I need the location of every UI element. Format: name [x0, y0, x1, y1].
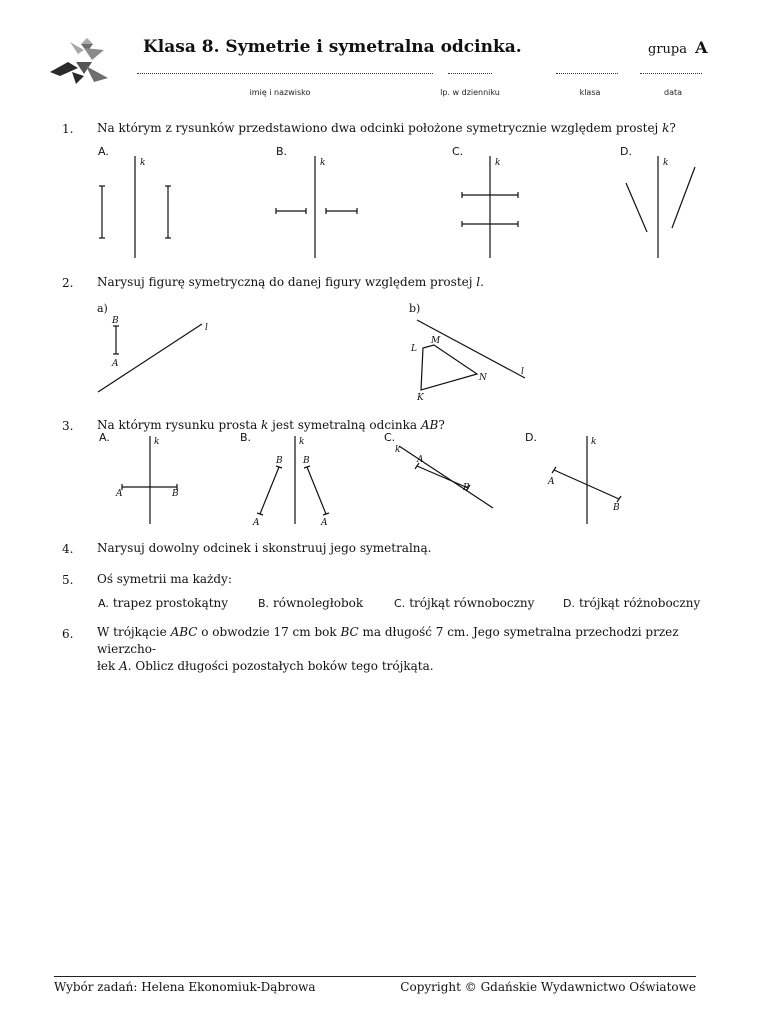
point-a-label: A — [112, 359, 119, 369]
footer-divider — [54, 976, 696, 977]
q3-option-d-label[interactable]: D. — [525, 431, 537, 444]
question-text: W trójkącie ABC o obwodzie 17 cm bok BC ma długość 7 cm. Jego symetralna przechodzi przez wierzcho- łek A. Oblicz długości pozostałych boków tego trójkąta. — [97, 625, 679, 673]
group-value: A — [695, 38, 708, 57]
q1-option-b-label[interactable]: B. — [276, 145, 288, 158]
point-a-label: A — [321, 518, 328, 528]
footer-copyright: Copyright © Gdańskie Wydawnictwo Oświatowe — [400, 980, 696, 994]
q1-option-d-label[interactable]: D. — [620, 145, 632, 158]
class-field[interactable] — [556, 73, 618, 74]
date-field[interactable] — [640, 73, 702, 74]
q1-option-c-label[interactable]: C. — [452, 145, 464, 158]
question-number: 2. — [62, 276, 74, 290]
q5-answer-b[interactable]: B. równoległobok — [258, 596, 364, 610]
point-m-label: M — [431, 336, 441, 346]
segment — [672, 167, 695, 228]
point-b-label: B — [172, 489, 179, 499]
point-l-label: L — [411, 344, 417, 354]
question-text: Narysuj figurę symetryczną do danej figury względem prostej l. — [97, 275, 484, 289]
point-b-label: B — [276, 456, 283, 466]
question-text: Na którym rysunku prosta k jest symetralną odcinka AB? — [97, 418, 445, 432]
axis-label: k — [320, 158, 326, 168]
line-l-label: l — [205, 323, 208, 333]
group-label: grupa — [648, 42, 687, 57]
question-text: Na którym z rysunków przedstawiono dwa odcinki położone symetrycznie względem prostej k? — [97, 121, 676, 135]
footer-author: Wybór zadań: Helena Ekonomiuk-Dąbrowa — [54, 980, 316, 994]
q3-option-c-label[interactable]: C. — [384, 431, 396, 444]
question-number: 3. — [62, 419, 74, 433]
q1-option-a-label[interactable]: A. — [98, 145, 109, 158]
line-l-label: l — [521, 367, 524, 377]
point-a-label: A — [116, 489, 123, 499]
point-b-label: B — [613, 503, 620, 513]
axis-label: k — [140, 158, 146, 168]
group-indicator — [648, 38, 708, 57]
axis-label: k — [663, 158, 669, 168]
segment — [626, 183, 647, 232]
q2b-figure — [405, 312, 540, 404]
question-number: 4. — [62, 542, 74, 556]
axis-label: k — [495, 158, 501, 168]
question-number: 6. — [62, 627, 74, 641]
axis-label: k — [154, 437, 160, 447]
name-field[interactable] — [137, 73, 433, 74]
number-field[interactable] — [448, 73, 492, 74]
logo-shape — [84, 48, 104, 60]
segment — [307, 467, 326, 514]
axis-line — [399, 446, 493, 508]
q2-part-b-label: b) — [409, 302, 421, 315]
q1-figures — [90, 150, 710, 265]
point-a-label: A — [548, 477, 555, 487]
q2a-figure — [90, 310, 230, 400]
axis-label: k — [299, 437, 305, 447]
number-field-label: lp. w dzienniku — [440, 88, 500, 97]
point-b-label: B — [303, 456, 310, 466]
point-n-label: N — [479, 373, 487, 383]
question-text: Oś symetrii ma każdy: — [97, 572, 232, 586]
point-a-label: A — [253, 518, 260, 528]
q5-answer-a[interactable]: A. trapez prostokątny — [98, 596, 229, 610]
quadrilateral-klmn — [421, 345, 477, 390]
name-field-label: imię i nazwisko — [249, 88, 311, 97]
q3-option-b-label[interactable]: B. — [240, 431, 252, 444]
point-a-label: A — [417, 455, 424, 465]
q5-answer-c[interactable]: C. trójkąt równoboczny — [394, 596, 535, 610]
q3-figures — [95, 428, 635, 530]
q5-answer-d[interactable]: D. trójkąt różnoboczny — [563, 596, 701, 610]
q3-option-a-label[interactable]: A. — [99, 431, 110, 444]
axis-label: k — [395, 445, 401, 455]
line-l — [98, 324, 202, 392]
question-number: 5. — [62, 573, 74, 587]
point-b-label: B — [112, 316, 119, 326]
point-k-label: K — [417, 393, 424, 403]
logo-shape — [86, 66, 108, 82]
class-field-label: klasa — [579, 88, 601, 97]
axis-label: k — [591, 437, 597, 447]
q2-part-a-label: a) — [97, 302, 108, 315]
segment-ab — [417, 466, 468, 488]
page-title: Klasa 8. Symetrie i symetralna odcinka. — [143, 37, 522, 57]
date-field-label: data — [663, 88, 683, 97]
question-number: 1. — [62, 122, 74, 136]
publisher-logo — [48, 32, 114, 86]
point-b-label: B — [463, 483, 470, 493]
segment — [260, 467, 279, 514]
logo-shape — [72, 72, 84, 84]
question-text: Narysuj dowolny odcinek i skonstruuj jego symetralną. — [97, 541, 432, 555]
